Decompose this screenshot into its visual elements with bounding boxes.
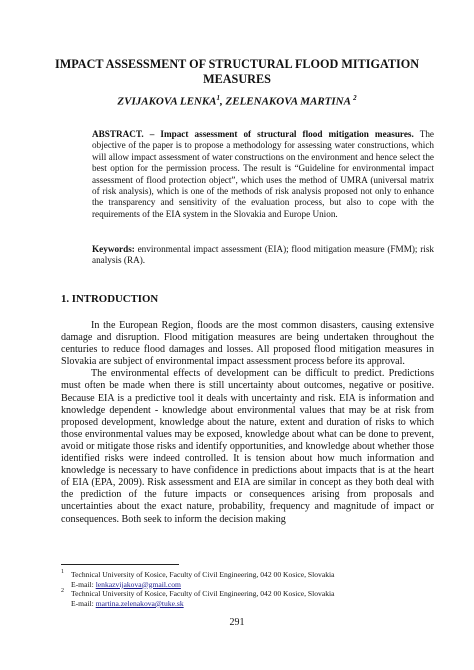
keywords-text: environmental impact assessment (EIA); flood mitigation measure (FMM); risk analysis (RA).: [92, 244, 435, 266]
author-separator: ,: [220, 95, 226, 108]
section-heading: 1. INTRODUCTION: [61, 293, 159, 305]
footnote-number: 1: [61, 569, 64, 575]
footnote: [61, 589, 434, 608]
footnote-affiliation: Technical University of Kosice, Faculty of Civil Engineering, 042 00 Kosice, Slovakia: [71, 570, 335, 579]
footnote-email-line: [71, 580, 434, 590]
footnote-email-line: [71, 599, 434, 609]
footnote-email-label: E-mail:: [71, 598, 96, 608]
authors-line: [40, 94, 434, 108]
footnote-affiliation: Technical University of Kosice, Faculty of Civil Engineering, 042 00 Kosice, Slovakia: [71, 589, 335, 599]
author-1-footnote-mark: 1: [216, 94, 221, 102]
footnote-number: 2: [61, 588, 64, 595]
footnote-divider: [61, 564, 179, 565]
paper-title: IMPACT ASSESSMENT OF STRUCTURAL FLOOD MITIGATION MEASURES: [55, 57, 419, 86]
abstract-text: The objective of the paper is to propose a methodology for assessing water constructions, which will allow impact assessment of water constructions on the environment and hence select the best option for the permission process. The result is “Guideline for environmental impact assessment of flood protection object”, which uses the method of UMRA (universal matrix of risk analysis), which is one of the methods of risk analysis proposed not only to enhance the transparency and sensitivity of the evaluation process, but also to cope with the requirements of the EIA system in the Slovakia and Europe Union.: [92, 129, 434, 219]
body-paragraph: In the European Region, floods are the most common disasters, causing extensive damage and disruption. Flood mitigation measures are being undertaken throughout the centuries to reduce flood damages and losses. All proposed flood mitigation measures in Slovakia are subject of environmental impact assessment process before its approval.: [61, 320, 434, 368]
footnote-email-link[interactable]: lenkazvijakova@gmail.com: [95, 579, 181, 589]
section-body: [61, 320, 434, 526]
author-2-name: ZELENAKOVA MARTINA: [225, 95, 351, 108]
author-1-name: ZVIJAKOVA LENKA: [117, 95, 217, 108]
footnotes: [61, 570, 434, 608]
footnote: [61, 570, 434, 589]
keywords: [92, 244, 434, 267]
abstract: [92, 129, 434, 220]
page-number: 291: [229, 617, 245, 628]
footnote-email-label: E-mail:: [71, 579, 96, 589]
keywords-lead: Keywords:: [92, 244, 135, 254]
abstract-lead: ABSTRACT. – Impact assessment of structural flood mitigation measures.: [92, 129, 414, 139]
body-paragraph: The environmental effects of development can be difficult to predict. Predictions must often be made when there is still uncertainty about outcomes, negative or positive. Because EIA is a predictive tool it deals with uncertainty and risk. EIA is information and knowledge dependent - knowledge about environmental values that may be at risk from proposed development, knowledge about the nature, extent and duration of risks to which those environmental values may be exposed, knowledge about what can be done to prevent, avoid or mitigate those risks and identify opportunities, and knowledge about whether those identified risks were indeed controlled. It is tension about how much information and knowledge is necessary to have confidence in predictions about impacts that is at the heart of EIA (EPA, 2009). Risk assessment and EIA are similar in concept as they both deal with the prediction of the future impacts or consequences arising from proposals and uncertainties about the exact nature, probability, frequency and magnitude of impact or consequences. Both seek to inform the decision making: [61, 368, 434, 525]
footnote-email-link[interactable]: martina.zelenakova@tuke.sk: [95, 598, 184, 608]
author-2-footnote-mark: 2: [353, 94, 357, 102]
